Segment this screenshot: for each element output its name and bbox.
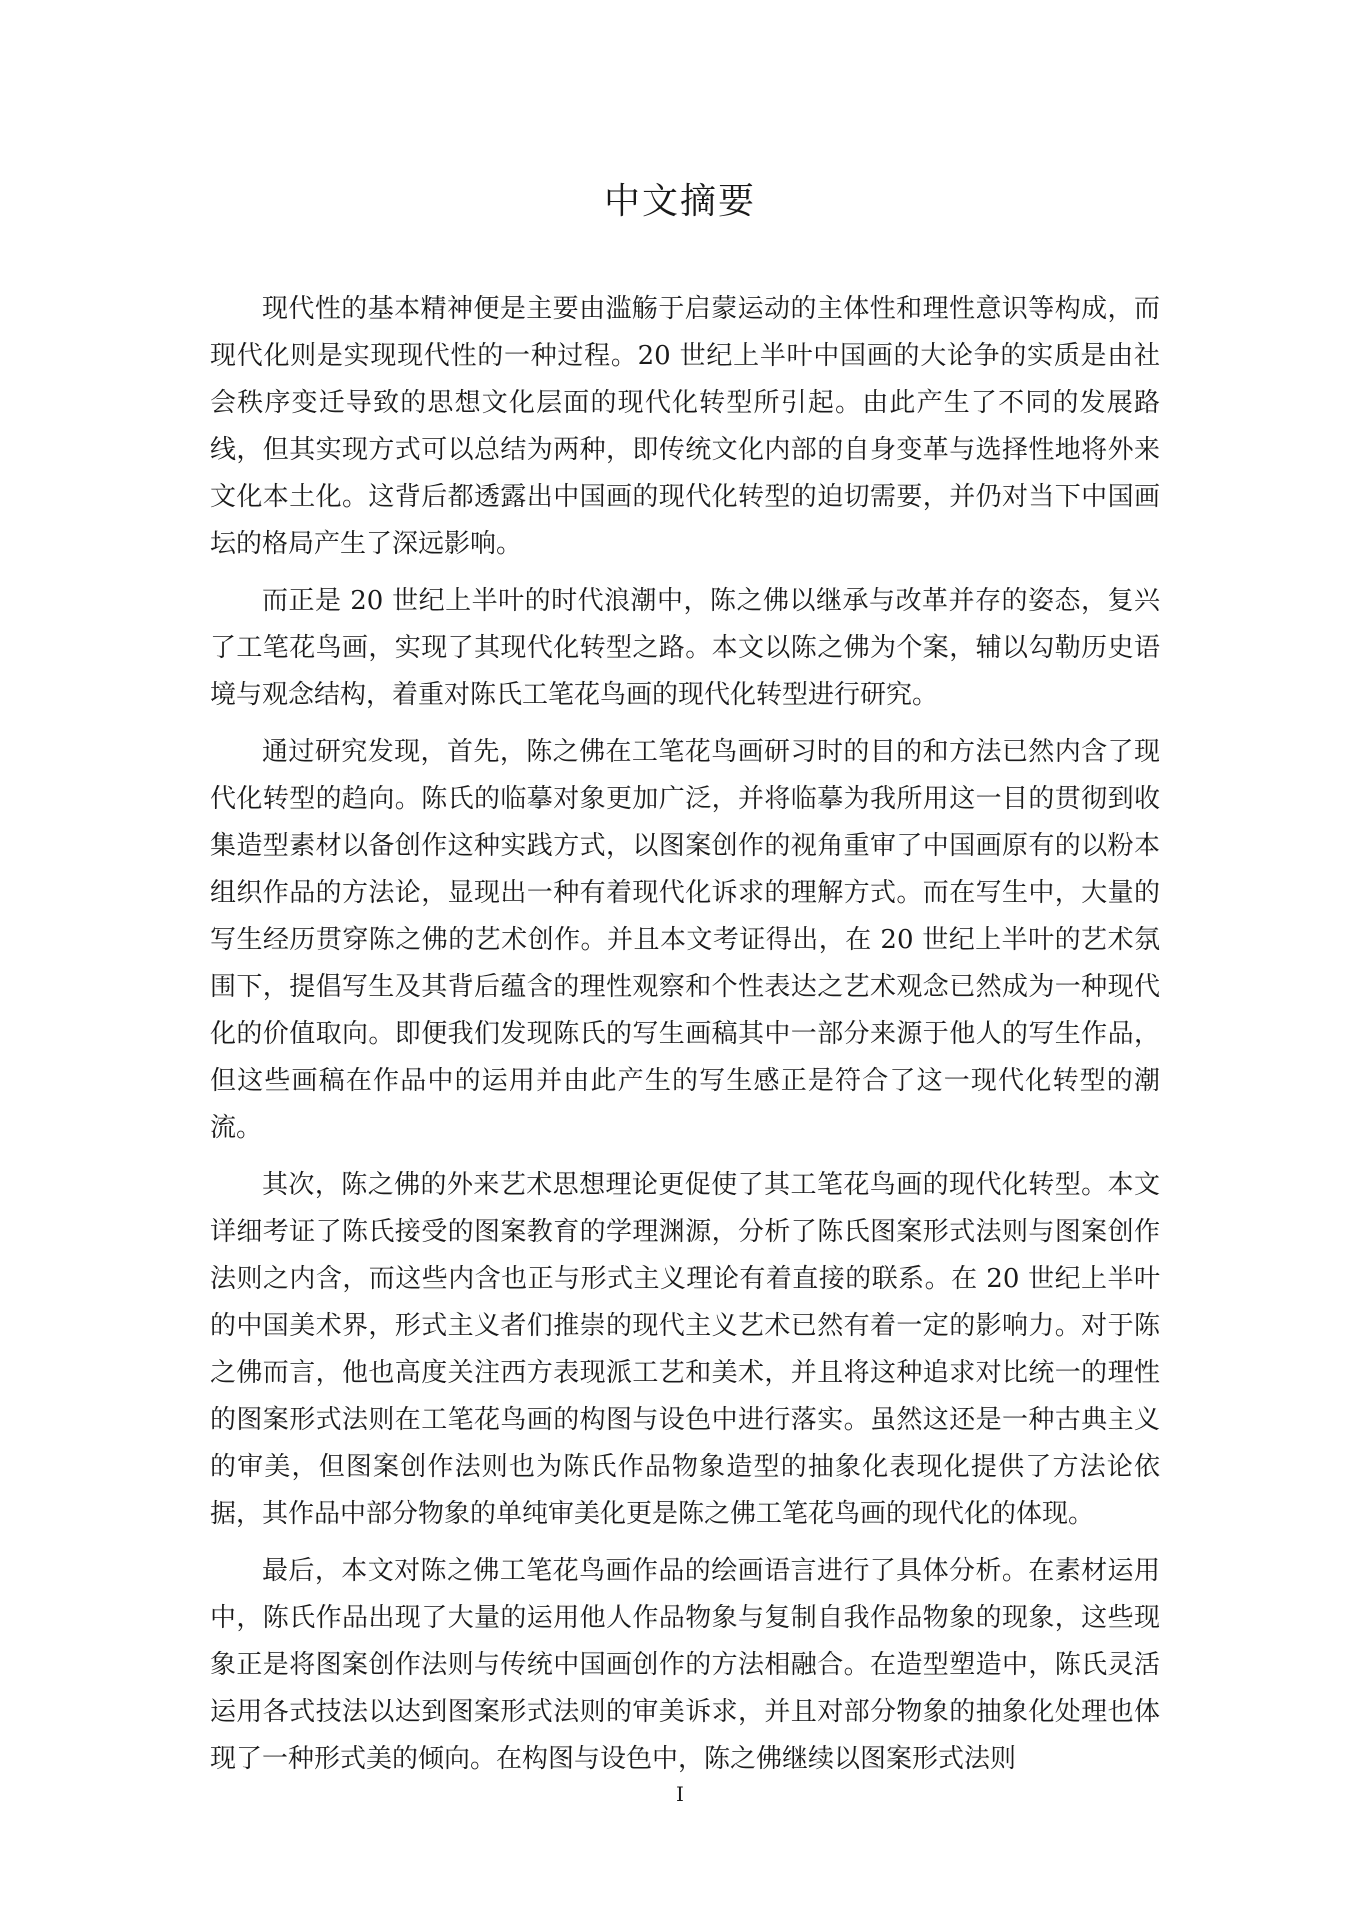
- paragraph-2: 而正是 20 世纪上半叶的时代浪潮中，陈之佛以继承与改革并存的姿态，复兴了工笔花鸟画，实现了其现代化转型之路。本文以陈之佛为个案，辅以勾勒历史语境与观念结构，着重对陈氏工笔花鸟画的现代化转型进行研究。: [210, 586, 1160, 710]
- page-number: I: [676, 1782, 684, 1806]
- paragraph-3: 通过研究发现，首先，陈之佛在工笔花鸟画研习时的目的和方法已然内含了现代化转型的趋向。陈氏的临摹对象更加广泛，并将临摹为我所用这一目的贯彻到收集造型素材以备创作这种实践方式，以图案创作的视角重审了中国画原有的以粉本组织作品的方法论，显现出一种有着现代化诉求的理解方式。而在写生中，大量的写生经历贯穿陈之佛的艺术创作。并且本文考证得出，在 20 世纪上半叶的艺术氛围下，提倡写生及其背后蕴含的理性观察和个性表达之艺术观念已然成为一种现代化的价值取向。即便我们发现陈氏的写生画稿其中一部分来源于他人的写生作品，但这些画稿在作品中的运用并由此产生的写生感正是符合了这一现代化转型的潮流。: [210, 737, 1160, 1143]
- paragraph-4: 其次，陈之佛的外来艺术思想理论更促使了其工笔花鸟画的现代化转型。本文详细考证了陈氏接受的图案教育的学理渊源，分析了陈氏图案形式法则与图案创作法则之内含，而这些内含也正与形式主义理论有着直接的联系。在 20 世纪上半叶的中国美术界，形式主义者们推崇的现代主义艺术已然有着一定的影响力。对于陈之佛而言，他也高度关注西方表现派工艺和美术，并且将这种追求对比统一的理性的图案形式法则在工笔花鸟画的构图与设色中进行落实。虽然这还是一种古典主义的审美，但图案创作法则也为陈氏作品物象造型的抽象化表现化提供了方法论依据，其作品中部分物象的单纯审美化更是陈之佛工笔花鸟画的现代化的体现。: [210, 1170, 1160, 1529]
- page-title: 中文摘要: [603, 181, 756, 222]
- paragraph-1: 现代性的基本精神便是主要由滥觞于启蒙运动的主体性和理性意识等构成，而现代化则是实现现代性的一种过程。20 世纪上半叶中国画的大论争的实质是由社会秩序变迁导致的思想文化层面的现代化转型所引起。由此产生了不同的发展路线，但其实现方式可以总结为两种，即传统文化内部的自身变革与选择性地将外来文化本土化。这背后都透露出中国画的现代化转型的迫切需要，并仍对当下中国画坛的格局产生了深远影响。: [210, 294, 1160, 559]
- paragraph-5: 最后，本文对陈之佛工笔花鸟画作品的绘画语言进行了具体分析。在素材运用中，陈氏作品出现了大量的运用他人作品物象与复制自我作品物象的现象，这些现象正是将图案创作法则与传统中国画创作的方法相融合。在造型塑造中，陈氏灵活运用各式技法以达到图案形式法则的审美诉求，并且对部分物象的抽象化处理也体现了一种形式美的倾向。在构图与设色中，陈之佛继续以图案形式法则: [210, 1556, 1160, 1774]
- abstract-body: [210, 286, 1160, 1793]
